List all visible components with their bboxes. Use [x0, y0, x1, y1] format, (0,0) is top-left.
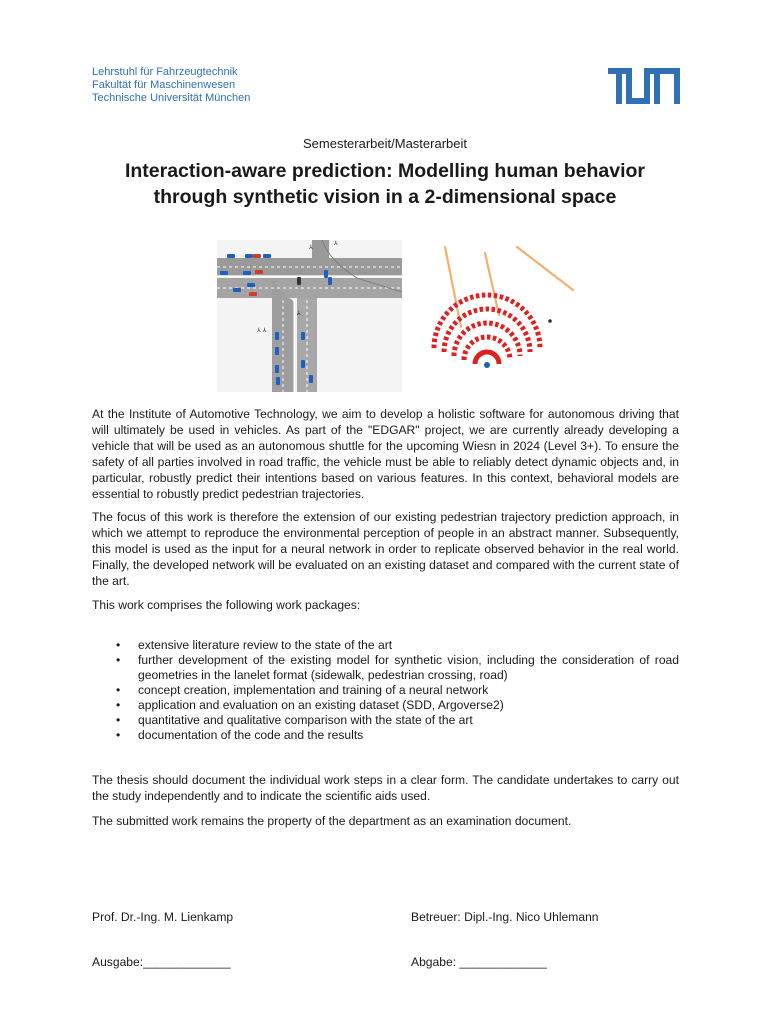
submission-date-field: Abgabe: _____________	[411, 955, 547, 969]
thesis-title-line-1: Interaction-aware prediction: Modelling human behavior	[124, 160, 646, 182]
svg-text:⅄: ⅄	[309, 244, 313, 251]
svg-text:⅄ ⅄: ⅄ ⅄	[257, 327, 267, 334]
paragraph-introduction: At the Institute of Automotive Technology, we aim to develop a holistic software for autonomous driving that will ultimately be used in vehicles. As part of the "EDGAR" project, we are currently already developing a vehicle that will be used as an autonomous shuttle for the upcoming Wiesn in 2024 (Level 3+). To ensure the safety of all parties involved in road traffic, the vehicle must be able to reliably detect dynamic objects and, in particular, robustly predict their intentions based on various features. In this context, behavioral models are essential to robustly predict pedestrian trajectories.	[92, 407, 679, 501]
institute-block	[92, 66, 250, 105]
list-item: • concept creation, implementation and training of a neural network	[92, 683, 679, 698]
thesis-title-line-2: through synthetic vision in a 2-dimensional space	[153, 186, 617, 208]
institute-line-faculty: Fakultät für Maschinenwesen	[92, 79, 236, 91]
list-item: • further development of the existing model for synthetic vision, including the consideration of road geometries in the lanelet format (sidewalk, pedestrian crossing, road)	[92, 653, 679, 682]
list-item: • quantitative and qualitative comparison with the state of the art	[92, 713, 679, 728]
institute-line-university: Technische Universität München	[92, 92, 251, 104]
paragraph-documentation: The thesis should document the individual work steps in a clear form. The candidate undertakes to carry out the study independently and to indicate the scientific aids used.	[92, 773, 679, 803]
intersection-figure	[217, 240, 402, 392]
document-type: Semesterarbeit/Masterarbeit	[302, 136, 467, 151]
institute-line-chair: Lehrstuhl für Fahrzeugtechnik	[92, 66, 238, 78]
professor-name: Prof. Dr.-Ing. M. Lienkamp	[92, 910, 234, 924]
work-packages-list	[92, 638, 679, 743]
paragraph-property: The submitted work remains the property of the department as an examination document.	[92, 814, 572, 828]
synthetic-vision-figure	[427, 245, 577, 375]
tum-logo	[608, 68, 680, 104]
issue-date-field: Ausgabe:_____________	[92, 955, 231, 969]
thesis-title	[60, 158, 710, 210]
svg-text:⅄: ⅄	[297, 310, 301, 317]
list-item: • application and evaluation on an existing dataset (SDD, Argoverse2)	[92, 698, 679, 713]
list-item: • extensive literature review to the state of the art	[92, 638, 679, 653]
supervisor-name: Betreuer: Dipl.-Ing. Nico Uhlemann	[411, 910, 599, 924]
paragraph-work-packages-intro: This work comprises the following work packages:	[92, 598, 361, 612]
paragraph-focus: The focus of this work is therefore the extension of our existing pedestrian trajectory prediction approach, in which we attempt to reproduce the environmental perception of people in an abstract manner. Subsequently, this model is used as the input for a neural network in order to replicate observed behavior in the real world. Finally, the developed network will be evaluated on an existing dataset and compared with the current state of the art.	[92, 510, 679, 588]
svg-text:⅄: ⅄	[334, 240, 338, 247]
list-item: • documentation of the code and the results	[92, 728, 679, 743]
